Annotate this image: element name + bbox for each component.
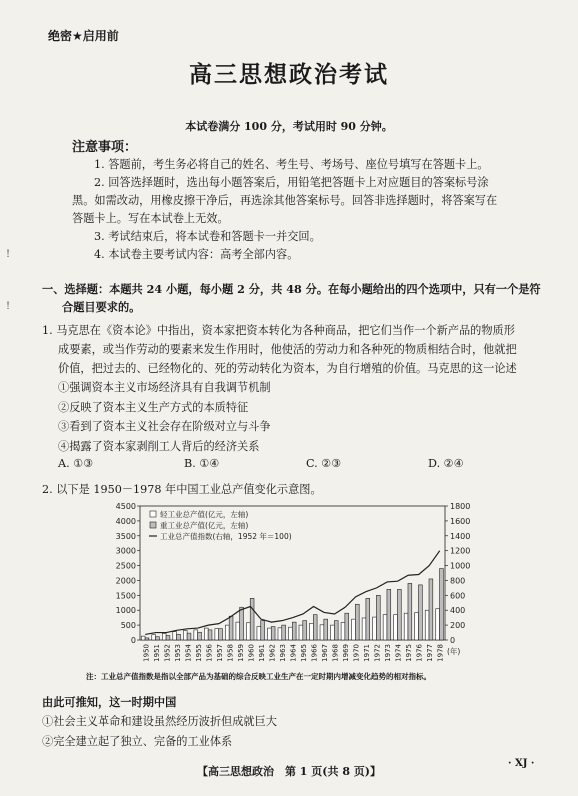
heavy-industry-bar — [408, 583, 412, 640]
left-axis-tick-label: 3500 — [115, 531, 136, 541]
x-axis-tick-label: 1950 — [142, 644, 151, 662]
heavy-industry-bar — [387, 589, 391, 640]
x-axis-tick-label: 1960 — [247, 644, 256, 662]
right-axis-tick-label: 1400 — [450, 531, 470, 541]
left-axis-tick-label: 0 — [130, 636, 136, 645]
x-axis-tick-label: 1965 — [300, 644, 309, 662]
x-axis-tick-label: 1967 — [321, 644, 330, 662]
x-axis-tick-label: 1975 — [405, 644, 414, 662]
left-axis-tick-label: 2000 — [115, 576, 136, 586]
margin-mark-2: ! — [6, 301, 11, 312]
x-axis-tick-label: 1964 — [289, 644, 298, 662]
light-industry-bar — [404, 613, 408, 640]
right-axis-tick-label: 600 — [450, 591, 466, 601]
light-industry-bar — [257, 627, 261, 640]
light-industry-bar — [425, 610, 429, 640]
option-a: A. ①③ — [58, 457, 94, 470]
section-heading-line-1: 一、选择题：本题共 24 小题，每小题 2 分，共 48 分。在每小题给出的四个选项中，只有一个是符 — [42, 282, 541, 296]
x-axis-tick-label: 1953 — [173, 644, 182, 662]
x-axis-tick-label: 1968 — [331, 644, 340, 662]
heavy-industry-bar — [166, 636, 170, 640]
notice-line-2: 2. 回答选择题时，选出每小题答案后，用铅笔把答题卡上对应题目的答案标号涂 — [94, 176, 489, 189]
q1-item-2: ②反映了资本主义生产方式的本质特征 — [58, 401, 249, 414]
q2-stem: 2. 以下是 1950－1978 年中国工业总产值变化示意图。 — [42, 483, 322, 496]
light-industry-bar — [225, 625, 229, 640]
notice-heading: 注意事项： — [72, 140, 138, 155]
notice-line-3: 黑。如需改动，用橡皮擦干净后，再选涂其他答案标号。回答非选择题时，将答案写在 — [72, 194, 498, 207]
light-industry-bar — [394, 615, 398, 640]
heavy-industry-bar — [219, 629, 223, 640]
notice-line-5: 3. 考试结束后，将本试卷和答题卡一并交回。 — [94, 230, 321, 243]
option-d: D. ②④ — [428, 457, 464, 470]
x-axis-tick-label: 1973 — [384, 644, 393, 662]
heavy-industry-bar — [156, 637, 160, 640]
heavy-industry-bar — [366, 598, 370, 640]
x-axis-tick-label: 1977 — [426, 644, 435, 662]
light-industry-bar — [204, 628, 208, 640]
x-axis-tick-label: 1956 — [205, 644, 214, 662]
light-industry-bar — [320, 625, 324, 640]
x-axis-tick-label: 1959 — [236, 644, 245, 662]
light-industry-bar — [373, 617, 377, 640]
light-industry-bar — [299, 625, 303, 640]
left-axis-tick-label: 1000 — [115, 606, 136, 616]
legend-swatch-light — [150, 511, 156, 517]
right-axis-tick-label: 1000 — [450, 561, 470, 571]
q1-stem-line-1: 1. 马克思在《资本论》中指出，资本家把资本转化为各种商品，把它们当作一个新产品的物质形 — [42, 324, 515, 337]
x-axis-label: (年) — [447, 647, 461, 656]
footer-code: · XJ · — [508, 758, 535, 769]
heavy-industry-bar — [429, 579, 433, 640]
option-c: C. ②③ — [306, 457, 342, 470]
x-axis-tick-label: 1957 — [215, 644, 224, 662]
x-axis-tick-label: 1974 — [394, 644, 403, 662]
light-industry-bar — [152, 635, 156, 640]
right-axis-tick-label: 800 — [450, 576, 466, 586]
heavy-industry-bar — [397, 589, 401, 640]
light-industry-bar — [215, 629, 219, 640]
x-axis-tick-label: 1954 — [184, 644, 193, 662]
x-axis-tick-label: 1976 — [415, 644, 424, 662]
heavy-industry-bar — [334, 621, 338, 640]
light-industry-bar — [267, 628, 271, 640]
left-axis-tick-label: 3000 — [115, 546, 136, 556]
x-axis-tick-label: 1955 — [194, 644, 203, 662]
heavy-industry-bar — [240, 607, 244, 640]
right-axis-tick-label: 400 — [450, 606, 466, 616]
chart-svg — [110, 500, 470, 668]
light-industry-bar — [194, 630, 198, 640]
heavy-industry-bar — [376, 595, 380, 640]
x-axis-tick-label: 1962 — [268, 644, 277, 662]
x-axis-tick-label: 1952 — [163, 644, 172, 662]
page-footer: 【高三思想政治 第 1 页(共 8 页)】 — [196, 765, 382, 778]
heavy-industry-bar — [271, 627, 275, 640]
notice-line-6: 4. 本试卷主要考试内容：高考全部内容。 — [94, 248, 299, 261]
light-industry-bar — [183, 630, 187, 640]
notice-line-1: 1. 答题前，考生务必将自己的姓名、考生号、考场号、座位号填写在答题卡上。 — [94, 158, 489, 171]
left-axis-tick-label: 500 — [120, 621, 136, 631]
x-axis-tick-label: 1978 — [436, 644, 445, 662]
margin-mark-1: ! — [6, 249, 11, 260]
x-axis-tick-label: 1969 — [342, 644, 351, 662]
industrial-output-chart — [110, 500, 470, 668]
legend-swatch-heavy — [150, 522, 156, 528]
heavy-industry-bar — [229, 616, 233, 640]
light-industry-bar — [289, 627, 293, 640]
option-b: B. ①④ — [184, 457, 220, 470]
right-axis-tick-label: 1800 — [450, 502, 470, 511]
q1-stem-line-3: 价值，把过去的、已经物化的、死的劳动转化为资本，为自行增殖的价值。马克思的这一论述 — [58, 362, 517, 375]
light-industry-bar — [341, 622, 345, 640]
q1-item-3: ③看到了资本主义社会存在阶级对立与斗争 — [58, 420, 271, 433]
light-industry-bar — [383, 615, 387, 640]
light-industry-bar — [278, 628, 282, 640]
heavy-industry-bar — [208, 630, 212, 640]
x-axis-tick-label: 1963 — [278, 644, 287, 662]
exam-subtitle: 本试卷满分 100 分，考试用时 90 分钟。 — [185, 120, 393, 133]
heavy-industry-bar — [345, 613, 349, 640]
heavy-industry-bar — [324, 619, 328, 640]
x-axis-tick-label: 1966 — [310, 644, 319, 662]
page-title: 高三思想政治考试 — [189, 62, 389, 88]
x-axis-tick-label: 1958 — [226, 644, 235, 662]
light-industry-bar — [162, 633, 166, 640]
light-industry-bar — [246, 623, 250, 640]
light-industry-bar — [236, 622, 240, 640]
right-axis-tick-label: 1600 — [450, 516, 470, 526]
left-axis-tick-label: 4000 — [115, 516, 136, 526]
x-axis-tick-label: 1970 — [352, 644, 361, 662]
right-axis-tick-label: 0 — [450, 636, 456, 645]
right-axis-tick-label: 200 — [450, 621, 466, 631]
light-industry-bar — [436, 609, 440, 640]
light-industry-bar — [141, 636, 145, 640]
light-industry-bar — [362, 618, 366, 640]
q1-stem-line-2: 成要素，或当作劳动的要素来发生作用时，他使活的劳动力和各种死的物质相结合时，他就把 — [58, 343, 517, 356]
heavy-industry-bar — [187, 633, 191, 640]
q2-item-2: ②完全建立起了独立、完备的工业体系 — [42, 735, 233, 748]
heavy-industry-bar — [313, 615, 317, 640]
left-axis-tick-label: 4500 — [115, 502, 136, 511]
legend-label-heavy: 重工业总产值(亿元，左轴) — [160, 521, 249, 530]
q1-item-1: ①强调资本主义市场经济具有自我调节机制 — [58, 381, 271, 394]
q1-item-4: ④揭露了资本家剥削工人背后的经济关系 — [58, 440, 260, 453]
heavy-industry-bar — [198, 632, 202, 640]
left-axis-tick-label: 2500 — [115, 561, 136, 571]
legend-label-index: 工业总产值指数(右轴，1952 年＝100) — [160, 532, 292, 541]
heavy-industry-bar — [250, 598, 254, 640]
heavy-industry-bar — [282, 625, 286, 640]
x-axis-tick-label: 1971 — [363, 644, 372, 662]
x-axis-tick-label: 1951 — [152, 644, 161, 662]
q2-item-1: ①社会主义革命和建设虽然经历波折但成就巨大 — [42, 715, 277, 728]
x-axis-tick-label: 1972 — [373, 644, 382, 662]
right-axis-tick-label: 1200 — [450, 546, 470, 556]
light-industry-bar — [331, 625, 335, 640]
heavy-industry-bar — [440, 569, 444, 640]
heavy-industry-bar — [261, 621, 265, 640]
light-industry-bar — [352, 619, 356, 640]
notice-line-4: 答题卡上。写在本试卷上无效。 — [72, 212, 229, 225]
heavy-industry-bar — [145, 638, 149, 640]
left-axis-tick-label: 1500 — [115, 591, 136, 601]
section-heading-line-2: 合题目要求的。 — [62, 300, 141, 314]
light-industry-bar — [310, 623, 314, 640]
chart-note: 注：工业总产值指数是指以全部产品为基础的综合反映工业生产在一定时期内增减变化趋势的相对指标。 — [86, 672, 431, 681]
heavy-industry-bar — [418, 585, 422, 640]
legend-label-light: 轻工业总产值(亿元，左轴) — [160, 510, 249, 519]
heavy-industry-bar — [303, 621, 307, 640]
q2-lead: 由此可推知，这一时期中国 — [42, 695, 177, 709]
heavy-industry-bar — [292, 622, 296, 640]
heavy-industry-bar — [177, 634, 181, 640]
x-axis-tick-label: 1961 — [257, 644, 266, 662]
light-industry-bar — [173, 632, 177, 640]
heavy-industry-bar — [355, 604, 359, 640]
light-industry-bar — [415, 613, 419, 640]
confidential-label: 绝密★启用前 — [48, 29, 119, 43]
